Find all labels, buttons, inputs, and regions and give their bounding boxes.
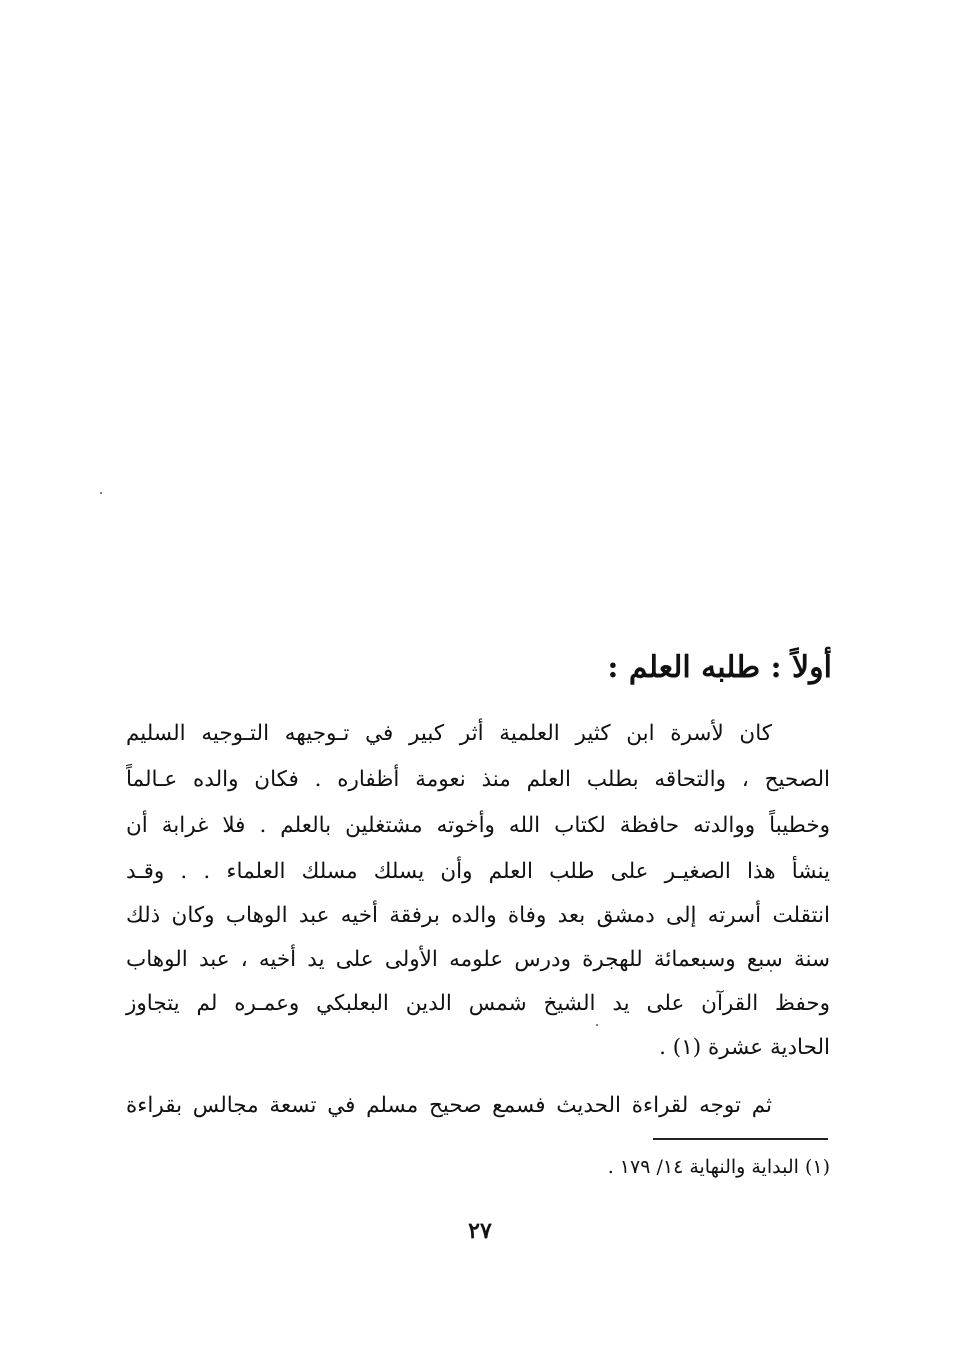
- scan-speck: [100, 492, 102, 494]
- text-line: انتقلت أسرته إلى دمشق بعد وفاة والده برفقة أخيه عبد الوهاب وكان ذلك: [126, 903, 830, 928]
- text-line: ثم توجه لقراءة الحديث فسمع صحيح مسلم في تسعة مجالس بقراءة: [126, 1093, 772, 1118]
- text-line: الصحيح ، والتحاقه بطلب العلم منذ نعومة أظفاره . فكان والده عـالماً: [126, 767, 830, 792]
- text-line: كان لأسرة ابن كثير العلمية أثر كبير في تـوجيهه التـوجيه السليم: [126, 721, 772, 746]
- text-line: الحادية عشرة (١) .: [659, 1035, 830, 1060]
- text-line: وخطيباً ووالدته حافظة لكتاب الله وأخوته مشتغلين بالعلم . فلا غرابة أن: [126, 813, 830, 838]
- footnote-divider: [653, 1138, 828, 1140]
- page-number: ٢٧: [468, 1218, 492, 1244]
- text-line: سنة سبع وسبعمائة للهجرة ودرس علومه الأولى على يد أخيه ، عبد الوهاب: [126, 947, 830, 972]
- footnote: (١) البداية والنهاية ١٤/ ١٧٩ .: [607, 1156, 830, 1178]
- scan-speck: [596, 1024, 598, 1026]
- text-line: وحفظ القرآن على يد الشيخ شمس الدين البعلبكي وعمـره لم يتجاوز: [126, 991, 830, 1016]
- text-line: ينشأ هذا الصغيـر على طلب العلم وأن يسلك مسلك العلماء . . وقـد: [126, 859, 830, 884]
- section-heading: أولاً : طلبه العلم :: [607, 650, 832, 685]
